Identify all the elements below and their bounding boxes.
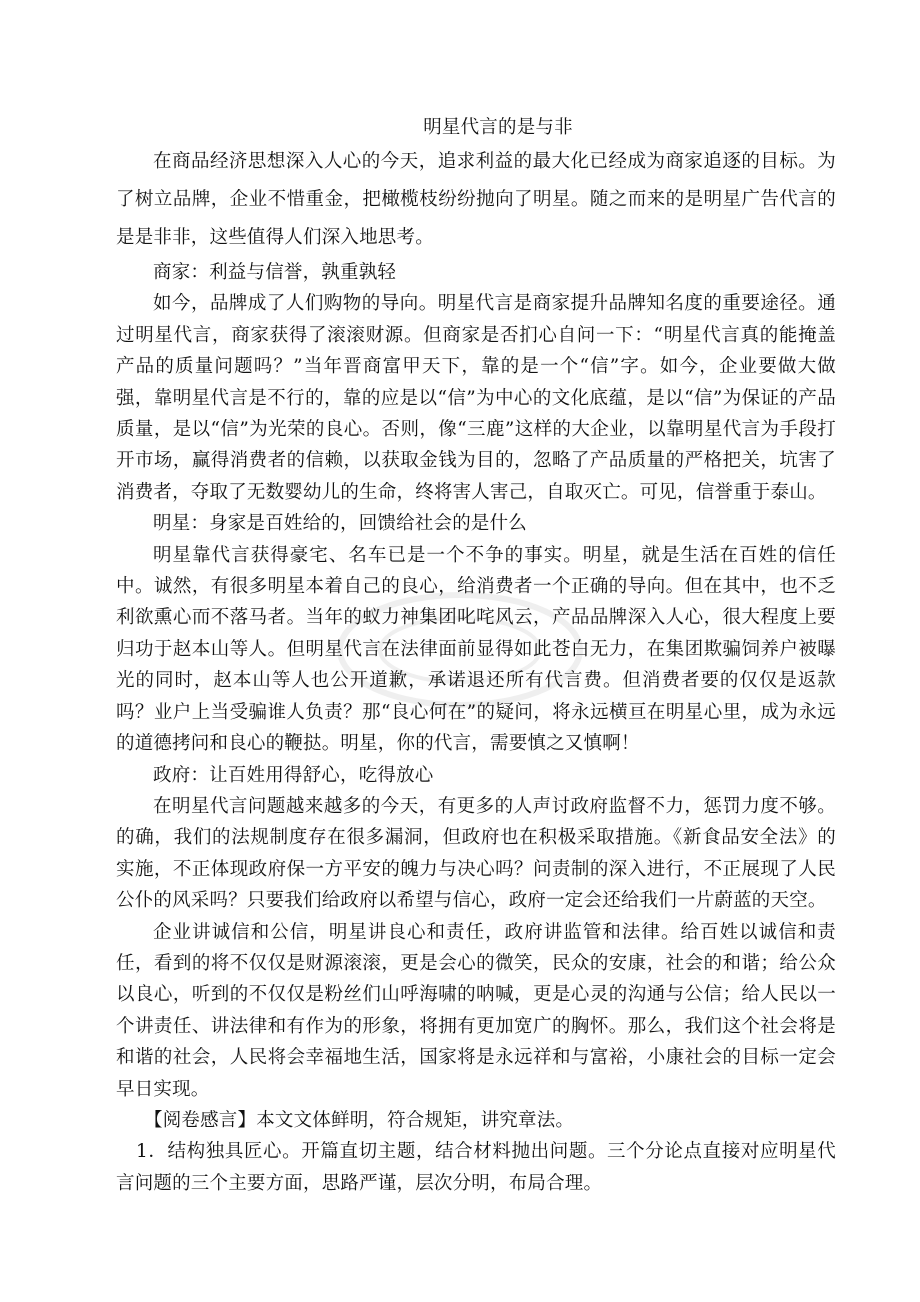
document-body (116, 112, 836, 1199)
section-body-government: 在明星代言问题越来越多的今天，有更多的人声讨政府监督不力，惩罚力度不够。的确，我们的法规制度存在很多漏洞，但政府也在积极采取措施。《新食品安全法》的实施，不正体现政府保一方平安的魄力与决心吗？问责制的深入进行，不正展现了人民公仆的风采吗？只要我们给政府以希望与信心，政府一定会还给我们一片蔚蓝的天空。 (116, 795, 836, 912)
section-body-celebrity: 明星靠代言获得豪宅、名车已是一个不争的事实。明星，就是生活在百姓的信任中。诚然，有很多明星本着自己的良心，给消费者一个正确的导向。但在其中，也不乏利欲熏心而不落马者。当年的蚁力神集团叱咤风云，产品品牌深入人心，很大程度上要归功于赵本山等人。但明星代言在法律面前显得如此苍白无力，在集团欺骗饲养户被曝光的同时，赵本山等人也公开道歉，承诺退还所有代言费。但消费者要的仅仅是返款吗？业户上当受骗谁人负责？那“良心何在”的疑问，将永远横亘在明星心里，成为永远的道德拷问和良心的鞭挞。明星，你的代言，需要慎之又慎啊！ (116, 544, 836, 755)
review-comment: 【阅卷感言】本文文体鲜明，符合规矩，讲究章法。 (144, 1109, 575, 1131)
conclusion-paragraph: 企业讲诚信和公信，明星讲良心和责任，政府讲监管和法律。给百姓以诚信和责任，看到的将不仅仅是财源滚滚，更是会心的微笑，民众的安康，社会的和谐；给公众以良心，听到的不仅仅是粉丝们山呼海啸的呐喊，更是心灵的沟通与公信；给人民以一个讲责任、讲法律和有作为的形象，将拥有更加宽广的胸怀。那么，我们这个社会将是和谐的社会，人民将会幸福地生活，国家将是永远祥和与富裕，小康社会的目标一定会早日实现。 (116, 921, 836, 1100)
document-title: 明星代言的是与非 (423, 117, 573, 138)
review-point: 1．结构独具匠心。开篇直切主题，结合材料抛出问题。三个分论点直接对应明星代言问题的三个主要方面，思路严谨，层次分明，布局合理。 (116, 1141, 836, 1194)
intro-paragraph: 在商品经济思想深入人心的今天，追求利益的最大化已经成为商家追逐的目标。为了树立品牌，企业不惜重金，把橄榄枝纷纷抛向了明星。随之而来的是明星广告代言的是是非非，这些值得人们深入地思考。 (116, 151, 836, 248)
section-heading-merchant: 商家：利益与信誉，孰重孰轻 (153, 262, 397, 283)
section-heading-celebrity: 明星：身家是百姓给的，回馈给社会的是什么 (153, 513, 528, 535)
section-body-merchant: 如今，品牌成了人们购物的导向。明星代言是商家提升品牌知名度的重要途径。通过明星代言，商家获得了滚滚财源。但商家是否扪心自问一下：“明星代言真的能掩盖产品的质量问题吗？”当年晋商富甲天下，靠的是一个“信”字。如今，企业要做大做强，靠明星代言是不行的，靠的应是以“信”为中心的文化底蕴，是以“信”为保证的产品质量，是以“信”为光荣的良心。否则，像“三鹿”这样的大企业，以靠明星代言为手段打开市场，赢得消费者的信赖，以获取金钱为目的，忽略了产品质量的严格把关，坑害了消费者，夺取了无数婴幼儿的生命，终将害人害己，自取灭亡。可见，信誉重于泰山。 (116, 293, 836, 503)
section-heading-government: 政府：让百姓用得舒心，吃得放心 (153, 764, 434, 786)
